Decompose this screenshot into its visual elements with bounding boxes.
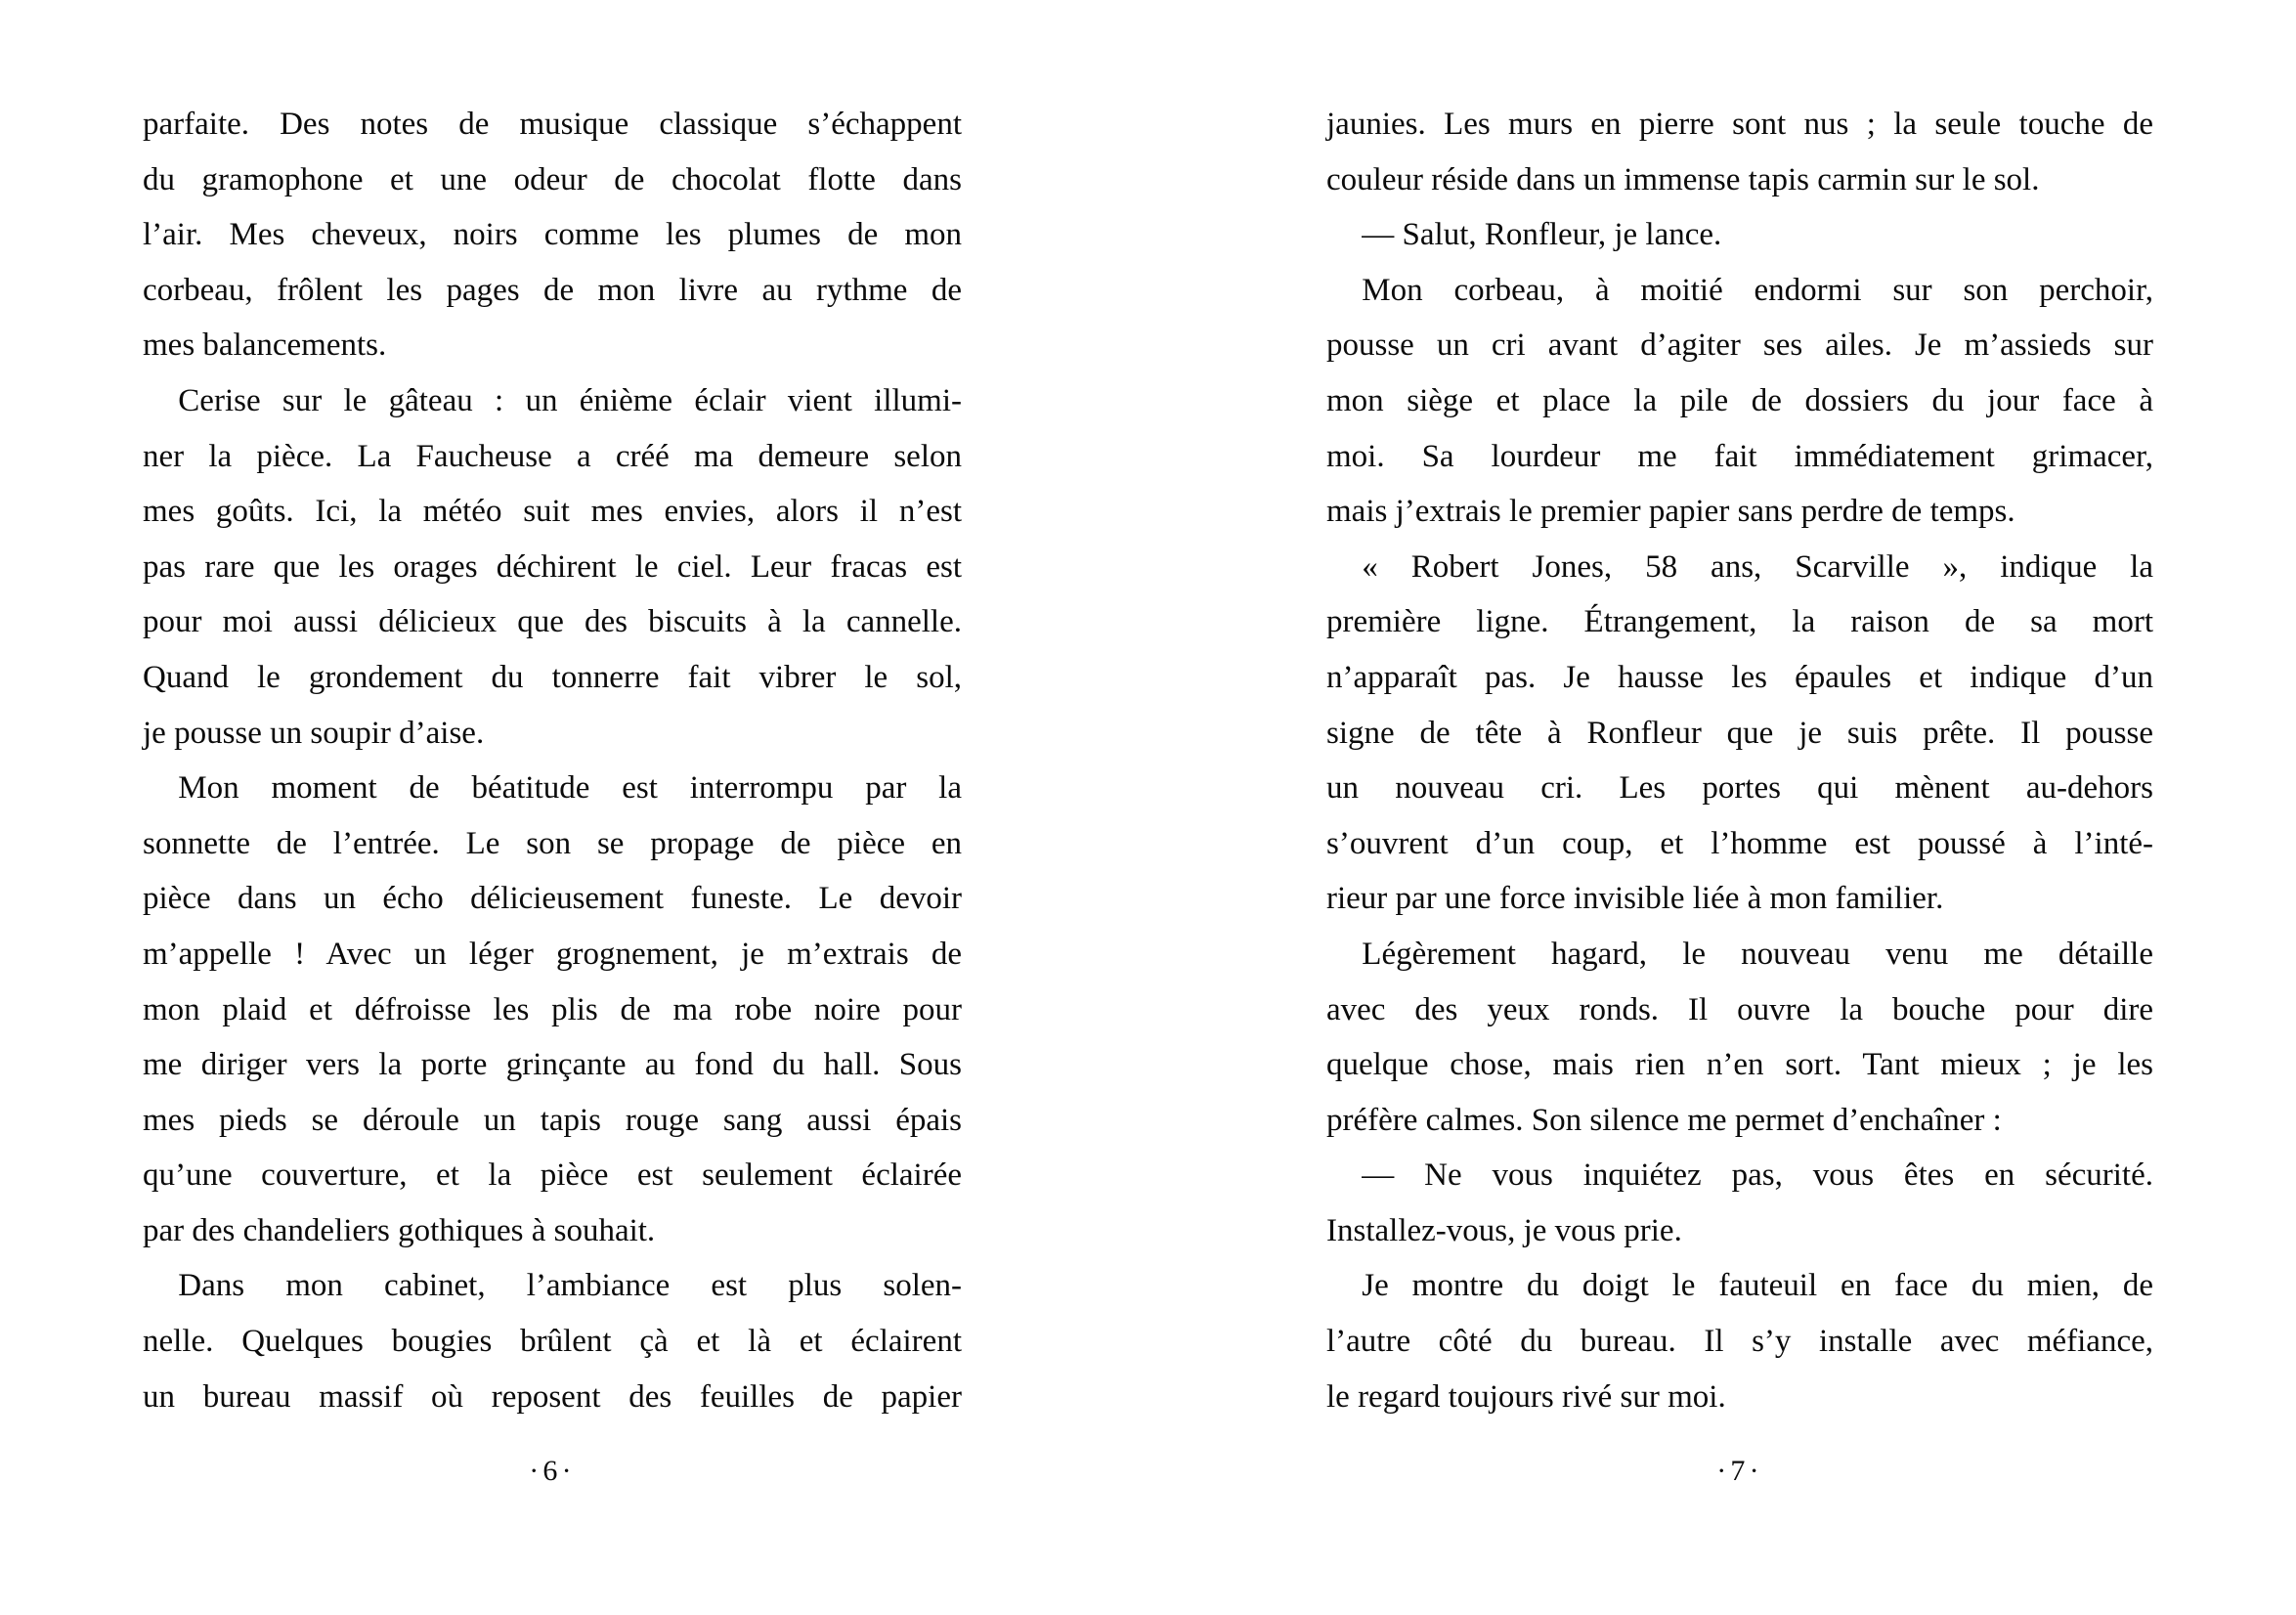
- text-line: corbeau, frôlent les pages de mon livre au rythme de: [143, 272, 962, 308]
- text-line: mais j’extrais le premier papier sans perdre de temps.: [1326, 494, 2015, 530]
- text-line: qu’une couverture, et la pièce est seulement éclairée: [143, 1157, 962, 1194]
- text-line: mes goûts. Ici, la météo suit mes envies, alors il n’est: [143, 494, 962, 530]
- text-line: nelle. Quelques bougies brûlent çà et là et éclairent: [143, 1324, 962, 1360]
- text-line: du gramophone et une odeur de chocolat flotte dans: [143, 161, 962, 197]
- text-line: moi. Sa lourdeur me fait immédiatement grimacer,: [1326, 438, 2153, 474]
- text-line: Dans mon cabinet, l’ambiance est plus solen-: [178, 1268, 962, 1304]
- text-line: Installez-vous, je vous prie.: [1326, 1212, 1682, 1248]
- text-line: le regard toujours rivé sur moi.: [1326, 1378, 1726, 1415]
- text-line: première ligne. Étrangement, la raison de sa mort: [1326, 604, 2153, 640]
- text-line: ner la pièce. La Faucheuse a créé ma demeure selon: [143, 438, 962, 474]
- text-line: je pousse un soupir d’aise.: [143, 715, 485, 751]
- text-line: un bureau massif où reposent des feuilles de papier: [143, 1378, 962, 1415]
- page-7: [1148, 0, 2296, 1615]
- text-line: jaunies. Les murs en pierre sont nus ; la seule touche de: [1326, 107, 2153, 142]
- text-line: l’autre côté du bureau. Il s’y installe avec méfiance,: [1326, 1324, 2153, 1360]
- text-line: Légèrement hagard, le nouveau venu me détaille: [1362, 936, 2153, 972]
- text-line: mes pieds se déroule un tapis rouge sang aussi épais: [143, 1102, 962, 1138]
- text-line: m’appelle ! Avec un léger grognement, je m’extrais de: [143, 936, 962, 972]
- text-line: par des chandeliers gothiques à souhait.: [143, 1212, 656, 1248]
- text-line: sonnette de l’entrée. Le son se propage de pièce en: [143, 825, 962, 861]
- text-line: pièce dans un écho délicieusement funeste. Le devoir: [143, 881, 962, 917]
- page-6-folio: ·6·: [529, 1455, 576, 1487]
- text-line: n’apparaît pas. Je hausse les épaules et indique d’un: [1326, 659, 2153, 695]
- text-line: — Ne vous inquiétez pas, vous êtes en sécurité.: [1362, 1157, 2153, 1194]
- text-line: l’air. Mes cheveux, noirs comme les plumes de mon: [143, 217, 962, 253]
- text-line: — Salut, Ronfleur, je lance.: [1362, 217, 1722, 253]
- text-line: rieur par une force invisible liée à mon familier.: [1326, 881, 1944, 917]
- text-line: mes balancements.: [143, 327, 387, 364]
- text-line: pousse un cri avant d’agiter ses ailes. Je m’assieds sur: [1326, 327, 2153, 364]
- text-line: signe de tête à Ronfleur que je suis prête. Il pousse: [1326, 715, 2153, 751]
- text-line: Je montre du doigt le fauteuil en face du mien, de: [1362, 1268, 2153, 1304]
- page-7-folio: ·7·: [1716, 1455, 1763, 1487]
- page-6-text-column: [143, 97, 962, 1424]
- text-line: Quand le grondement du tonnerre fait vibrer le sol,: [143, 659, 962, 695]
- text-line: avec des yeux ronds. Il ouvre la bouche pour dire: [1326, 991, 2153, 1027]
- text-line: préfère calmes. Son silence me permet d’enchaîner :: [1326, 1102, 2002, 1138]
- text-line: couleur réside dans un immense tapis carmin sur le sol.: [1326, 161, 2040, 197]
- text-line: mon siège et place la pile de dossiers du jour face à: [1326, 382, 2153, 418]
- text-line: parfaite. Des notes de musique classique s’échappent: [143, 107, 962, 142]
- text-line: pas rare que les orages déchirent le ciel. Leur fracas est: [143, 548, 962, 585]
- text-line: mon plaid et défroisse les plis de ma robe noire pour: [143, 991, 962, 1027]
- text-line: pour moi aussi délicieux que des biscuits à la cannelle.: [143, 604, 962, 640]
- text-line: Cerise sur le gâteau : un énième éclair vient illumi-: [178, 382, 962, 418]
- text-line: Mon moment de béatitude est interrompu par la: [178, 770, 962, 807]
- text-line: me diriger vers la porte grinçante au fond du hall. Sous: [143, 1047, 962, 1083]
- text-line: Mon corbeau, à moitié endormi sur son perchoir,: [1362, 272, 2153, 308]
- page-7-text-column: [1326, 97, 2153, 1424]
- text-line: s’ouvrent d’un coup, et l’homme est poussé à l’inté-: [1326, 825, 2153, 861]
- text-line: « Robert Jones, 58 ans, Scarville », indique la: [1362, 548, 2153, 585]
- text-line: un nouveau cri. Les portes qui mènent au-dehors: [1326, 770, 2153, 807]
- text-line: quelque chose, mais rien n’en sort. Tant mieux ; je les: [1326, 1047, 2153, 1083]
